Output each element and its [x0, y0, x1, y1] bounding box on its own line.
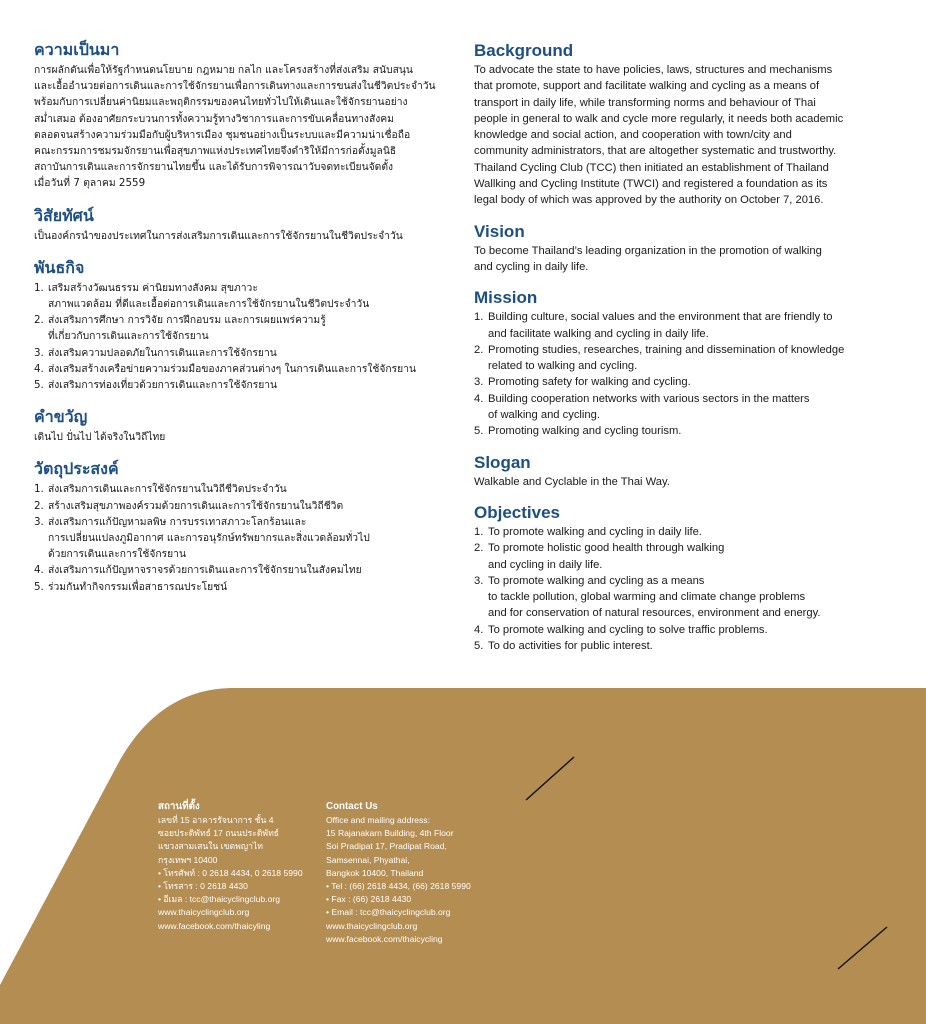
list-item-text: สร้างเสริมสุขภาพองค์รวมด้วยการเดินและการใช้จักรยานในวิถีชีวิต — [48, 499, 344, 512]
list-item-text: สภาพแวดล้อม ที่ดีและเอื้อต่อการเดินและการใช้จักรยานในชีวิตประจำวัน — [48, 298, 370, 311]
list-number: 2. — [474, 343, 484, 356]
section-title: Slogan — [474, 452, 531, 472]
list-number: 5. — [474, 640, 484, 653]
list-item-text: Building cooperation networks with various sectors in the matters — [488, 392, 810, 405]
text-line: www.thaicyclingclub.org — [326, 920, 418, 931]
list-item-text: การเปลี่ยนแปลงภูมิอากาศ และการอนุรักษ์ทรัพยากรและสิ่งแวดล้อมทั่วไป — [48, 532, 370, 545]
text-line: Thailand Cycling Club (TCC) then initiated an establishment of Thailand — [474, 161, 829, 174]
list-item-text: related to walking and cycling. — [488, 360, 638, 373]
text-line: สถาบันการเดินและการจักรยานไทยขึ้น และได้รับการพิจารณาวับจดทะเบียนจัดตั้ง — [34, 161, 394, 174]
text-line: • โทรสาร : 0 2618 4430 — [158, 881, 248, 892]
list-item-text: to tackle pollution, global warming and climate change problems — [488, 591, 806, 604]
list-item-text: ส่งเสริมการท่องเที่ยวด้วยการเดินและการใช้จักรยาน — [48, 379, 278, 392]
section-title: Background — [474, 41, 574, 60]
list-item-text: ร่วมกันทำกิจกรรมเพื่อสาธารณประโยชน์ — [48, 580, 228, 593]
list-item-text: Building culture, social values and the environment that are friendly to — [488, 311, 833, 324]
list-number: 3. — [34, 515, 44, 528]
text-line: • อีเมล : tcc@thaicyclingclub.org — [158, 894, 280, 905]
section-title: คำขวัญ — [34, 409, 88, 427]
text-line: สม่ำเสมอ ต้องอาศัยกระบวนการทั้งความรู้ทางวิชาการและการขับเคลื่อนทางสังคม — [34, 112, 394, 125]
list-number: 5. — [474, 425, 484, 438]
list-item-text: Promoting studies, researches, training and dissemination of knowledge — [488, 343, 845, 356]
list-item-text: Promoting walking and cycling tourism. — [488, 425, 682, 438]
list-number: 2. — [34, 314, 44, 327]
english-contact-title: Contact Us — [326, 801, 378, 812]
list-number: 3. — [474, 376, 484, 389]
list-item-text: ส่งเสริมการศึกษา การวิจัย การฝึกอบรม และการเผยแพร่ความรู้ — [48, 314, 326, 327]
text-line: that promote, support and facilitate walking and cycling as a means of — [474, 80, 820, 93]
section-title: พันธกิจ — [34, 259, 85, 277]
text-line: • Tel : (66) 2618 4434, (66) 2618 5990 — [326, 881, 471, 892]
section-title: Objectives — [474, 502, 560, 522]
text-line: Samsennai, Phyathai, — [326, 854, 410, 865]
list-number: 4. — [474, 392, 484, 405]
list-number: 1. — [34, 281, 44, 294]
text-line: ตลอดจนสร้างความร่วมมือกับผู้บริหารเมือง ชุมชนอย่างเป็นระบบและมีความน่าเชื่อถือ — [34, 128, 411, 141]
section-title: Mission — [474, 288, 538, 308]
list-number: 1. — [474, 525, 484, 538]
text-line: Soi Pradipat 17, Pradipat Road, — [326, 841, 447, 852]
list-number: 4. — [34, 362, 44, 375]
text-line: พร้อมกับการเปลี่ยนค่านิยมและพฤติกรรมของคนไทยทั่วไปให้เดินและใช้จักรยานอย่าง — [34, 96, 408, 109]
list-number: 2. — [34, 499, 44, 512]
thai-vision-text: เป็นองค์กรนำของประเทศในการส่งเสริมการเดินและการใช้จักรยานในชีวิตประจำวัน — [34, 229, 403, 242]
text-line: Wallking and Cycling Institute (TWCI) and registered a foundation as its — [474, 178, 828, 191]
list-number: 2. — [474, 542, 484, 555]
thai-slogan-text: เดินไป ปั่นไป ได้จริงในวิถีไทย — [34, 431, 166, 444]
text-line: ซอยประดิพัทธ์ 17 ถนนประดิพัทธ์ — [158, 828, 280, 839]
text-line: community administrators, that are altogether systematic and trustworthy. — [474, 145, 837, 158]
list-item-text: ส่งเสริมการเดินและการใช้จักรยานในวิถีชีวิตประจำวัน — [48, 483, 287, 496]
list-item-text: ส่งเสริมความปลอดภัยในการเดินและการใช้จักรยาน — [48, 346, 277, 359]
list-number: 3. — [34, 346, 44, 359]
text-line: • Email : tcc@thaicyclingclub.org — [326, 907, 451, 918]
section-title: วัตถุประสงค์ — [34, 461, 119, 479]
thai-contact-title: สถานที่ตั้ง — [158, 801, 200, 812]
list-number: 4. — [34, 564, 44, 577]
english-contact-lines — [326, 814, 471, 946]
list-number: 5. — [34, 580, 44, 593]
section-title: Vision — [474, 221, 525, 241]
text-line: legal body of which was approved by the authority on October 7, 2016. — [474, 194, 824, 207]
list-item-text: and facilitate walking and cycling in daily life. — [488, 327, 709, 340]
list-item-text: To promote walking and cycling in daily life. — [488, 525, 702, 538]
list-item-text: and cycling in daily life. — [488, 558, 603, 571]
text-line: กรุงเทพฯ 10400 — [158, 854, 218, 865]
list-item-text: To promote walking and cycling as a means — [488, 574, 705, 587]
list-item-text: To do activities for public interest. — [488, 640, 653, 653]
list-item-text: of walking and cycling. — [488, 409, 600, 422]
list-number: 1. — [474, 311, 484, 324]
text-line: Bangkok 10400, Thailand — [326, 867, 424, 878]
text-line: www.facebook.com/thaicyling — [158, 920, 271, 931]
text-line: เมื่อวันที่ 7 ตุลาคม 2559 — [34, 177, 146, 190]
text-line: people in general to walk and cycle more regularly, it needs both academic — [474, 112, 844, 125]
text-line: knowledge and social action, and cooperation with town/city and — [474, 129, 792, 142]
list-item-text: and for conservation of natural resources, environment and energy. — [488, 607, 821, 620]
text-line: • โทรศัพท์ : 0 2618 4434, 0 2618 5990 — [158, 867, 303, 878]
list-item-text: Promoting safety for walking and cycling. — [488, 376, 691, 389]
text-line: To become Thailand’s leading organization in the promotion of walking — [474, 244, 822, 257]
text-line: and cycling in daily life. — [474, 260, 589, 273]
text-line: www.facebook.com/thaicycling — [326, 933, 443, 944]
list-item-text: ที่เกี่ยวกับการเดินและการใช้จักรยาน — [48, 330, 209, 343]
list-number: 1. — [34, 483, 44, 496]
text-line: 15 Rajanakarn Building, 4th Floor — [326, 828, 454, 839]
list-number: 3. — [474, 574, 484, 587]
text-line: To advocate the state to have policies, laws, structures and mechanisms — [474, 64, 833, 76]
text-line: การผลักดันเพื่อให้รัฐกำหนดนโยบาย กฎหมาย กลไก และโครงสร้างที่ส่งเสริม สนับสนุน — [34, 64, 413, 76]
english-slogan-text: Walkable and Cyclable in the Thai Way. — [474, 475, 670, 488]
text-line: www.thaicyclingclub.org — [158, 907, 250, 918]
english-contact-block — [326, 800, 471, 946]
list-item-text: ด้วยการเดินและการใช้จักรยาน — [48, 548, 186, 561]
list-number: 5. — [34, 379, 44, 392]
text-line: และเอื้ออำนวยต่อการเดินและการใช้จักรยานเพื่อการเดินทางและการขนส่งในชีวิตประจำวัน — [34, 80, 436, 93]
text-line: Office and mailing address: — [326, 815, 430, 825]
list-item-text: To promote holistic good health through walking — [488, 542, 725, 555]
list-item-text: เสริมสร้างวัฒนธรรม ค่านิยมทางสังคม สุขภาวะ — [48, 281, 258, 294]
thai-contact-block — [158, 800, 303, 933]
text-line: transport in daily life, while transforming norms and behaviour of Thai — [474, 96, 816, 109]
list-item-text: ส่งเสริมการแก้ปัญหาจราจรด้วยการเดินและการใช้จักรยานในสังคมไทย — [48, 564, 362, 577]
list-item-text: To promote walking and cycling to solve traffic problems. — [488, 623, 768, 636]
thai-contact-lines — [158, 814, 303, 933]
text-line: แขวงสามเสนใน เขตพญาไท — [158, 841, 263, 852]
text-line: เลขที่ 15 อาคารรัจนาการ ชั้น 4 — [158, 815, 274, 825]
section-title: วิสัยทัศน์ — [34, 207, 94, 225]
text-line: • Fax : (66) 2618 4430 — [326, 894, 412, 905]
section-title: ความเป็นมา — [34, 42, 120, 59]
list-item-text: ส่งเสริมการแก้ปัญหามลพิษ การบรรเทาสภาวะโลกร้อนและ — [48, 515, 307, 528]
text-line: คณะกรรมการชมรมจักรยานเพื่อสุขภาพแห่งประเทศไทยจึงดำริให้มีการก่อตั้งมูลนิธิ — [34, 145, 397, 158]
list-item-text: ส่งเสริมสร้างเครือข่ายความร่วมมือของภาคส่วนต่างๆ ในการเดินและการใช้จักรยาน — [48, 362, 417, 375]
list-number: 4. — [474, 623, 484, 636]
